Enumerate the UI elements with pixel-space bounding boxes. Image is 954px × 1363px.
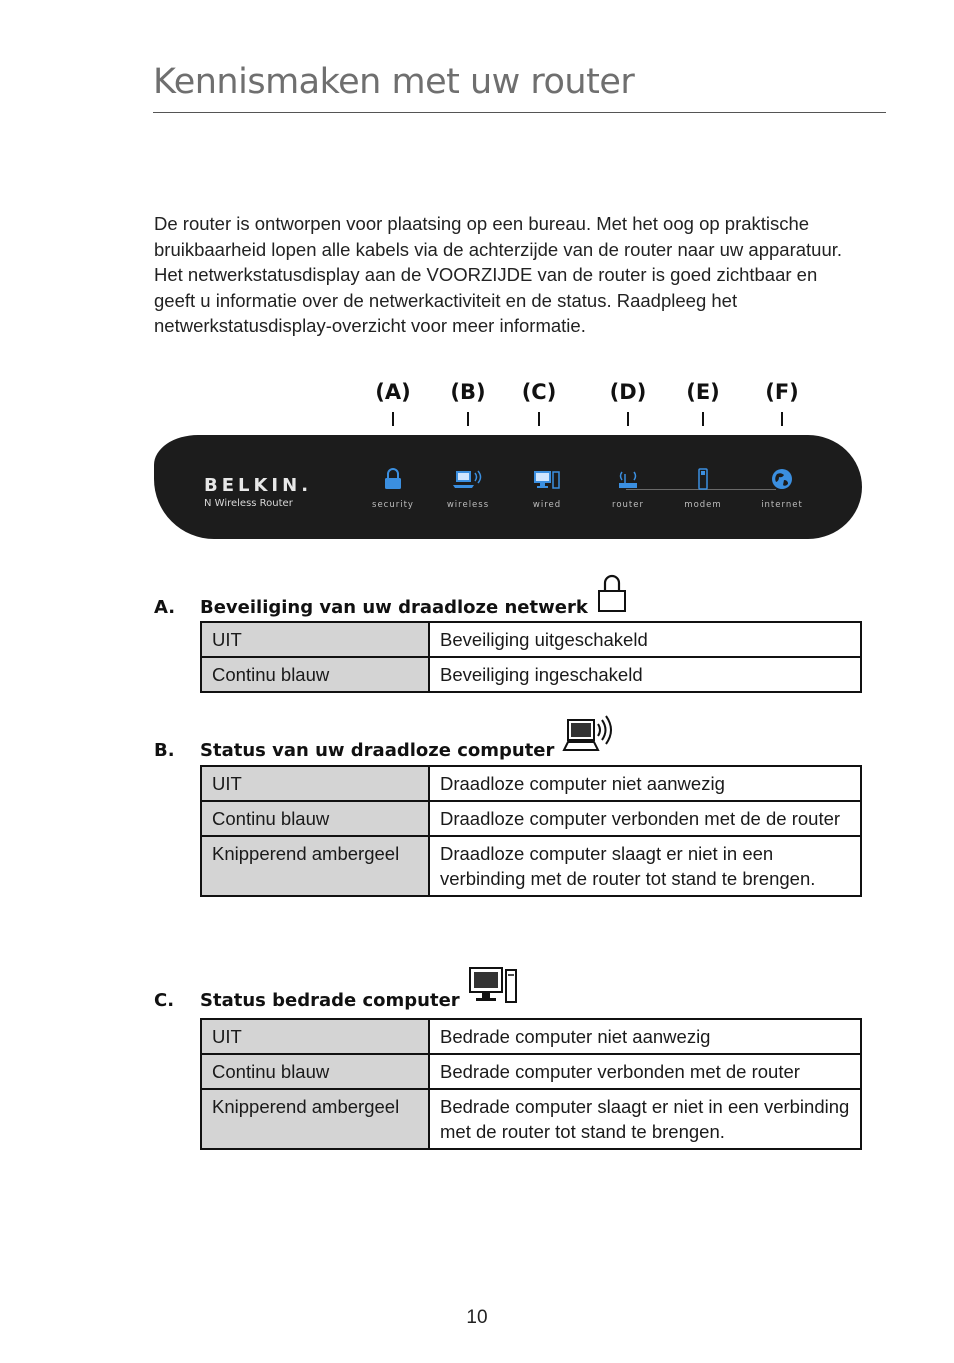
table-row (201, 836, 861, 896)
router-front-panel (154, 435, 862, 539)
modem-icon (696, 468, 710, 490)
table-row (201, 622, 861, 657)
label-d-tick (627, 412, 629, 426)
table-row (201, 801, 861, 836)
label-c-tick (538, 412, 540, 426)
indicator-modem (663, 468, 743, 510)
section-c-table (200, 1018, 862, 1150)
table-row (201, 1019, 861, 1054)
label-a-tick (392, 412, 394, 426)
label-e-tick (702, 412, 704, 426)
lock-icon (596, 571, 628, 618)
section-a-title: Beveiliging van uw draadloze netwerk (200, 597, 588, 618)
label-f-tick (781, 412, 783, 426)
label-c: (C) (521, 380, 557, 404)
state-cell: Knipperend ambergeel (201, 1089, 429, 1149)
brand-logo: BELKIN. (204, 475, 313, 496)
state-cell: Continu blauw (201, 1054, 429, 1089)
table-row (201, 1089, 861, 1149)
label-b: (B) (450, 380, 486, 404)
state-cell: Continu blauw (201, 657, 429, 692)
title-rule (153, 112, 886, 113)
indicator-router (588, 468, 668, 510)
state-cell: Knipperend ambergeel (201, 836, 429, 896)
section-c-heading (154, 966, 520, 1011)
page-title: Kennismaken met uw router (153, 62, 635, 102)
meaning-cell: Draadloze computer verbonden met de de router (429, 801, 861, 836)
section-b-table (200, 765, 862, 897)
label-d: (D) (609, 380, 647, 404)
indicator-label-modem: modem (684, 500, 722, 510)
indicator-label-wireless: wireless (446, 500, 490, 510)
state-cell: UIT (201, 766, 429, 801)
indicator-label-router: router (612, 500, 644, 510)
meaning-cell: Bedrade computer slaagt er niet in een verbinding met de router tot stand te brengen. (429, 1089, 861, 1149)
desktop-computer-icon (533, 468, 561, 490)
label-e: (E) (686, 380, 720, 404)
router-icon (613, 468, 643, 490)
indicator-label-internet: internet (761, 500, 803, 510)
indicator-label-security: security (372, 500, 414, 510)
desktop-computer-icon (468, 966, 520, 1011)
indicator-wired (507, 468, 587, 510)
indicator-wireless (428, 468, 508, 510)
brand-subtitle: N Wireless Router (204, 498, 293, 509)
meaning-cell: Draadloze computer niet aanwezig (429, 766, 861, 801)
section-c-letter: C. (154, 990, 175, 1011)
meaning-cell: Bedrade computer niet aanwezig (429, 1019, 861, 1054)
state-cell: UIT (201, 1019, 429, 1054)
section-b-heading (154, 714, 614, 761)
section-a-letter: A. (154, 597, 176, 618)
table-row (201, 657, 861, 692)
wireless-laptop-icon (453, 468, 483, 490)
section-a-heading (154, 571, 628, 618)
label-f: (F) (765, 380, 799, 404)
section-b-letter: B. (154, 740, 175, 761)
section-c-title: Status bedrade computer (200, 990, 460, 1011)
meaning-cell: Bedrade computer verbonden met de router (429, 1054, 861, 1089)
section-a-table (200, 621, 862, 693)
indicator-internet (742, 468, 822, 510)
table-row (201, 766, 861, 801)
meaning-cell: Draadloze computer slaagt er niet in een verbinding met de router tot stand te brengen. (429, 836, 861, 896)
state-cell: Continu blauw (201, 801, 429, 836)
globe-icon (770, 468, 794, 490)
section-b-title: Status van uw draadloze computer (200, 740, 555, 761)
table-row (201, 1054, 861, 1089)
lock-icon (383, 468, 403, 490)
indicator-security (353, 468, 433, 510)
meaning-cell: Beveiliging ingeschakeld (429, 657, 861, 692)
wireless-laptop-icon (562, 714, 614, 761)
page-number: 10 (466, 1307, 488, 1328)
indicator-label-wired: wired (532, 500, 562, 510)
indicator-labels (0, 380, 954, 430)
meaning-cell: Beveiliging uitgeschakeld (429, 622, 861, 657)
label-b-tick (467, 412, 469, 426)
state-cell: UIT (201, 622, 429, 657)
label-a: (A) (375, 380, 411, 404)
intro-paragraph: De router is ontworpen voor plaatsing op een bureau. Met het oog op praktische bruikbaarheid lopen alle kabels via de achterzijde van de router naar uw apparatuur. Het netwerkstatusdisplay aan de VOORZIJDE van de router is goed zichtbaar en geeft u informatie over de netwerkactiviteit en de status. Raadpleeg het netwerkstatusdisplay-overzicht voor meer informatie. (154, 213, 843, 336)
